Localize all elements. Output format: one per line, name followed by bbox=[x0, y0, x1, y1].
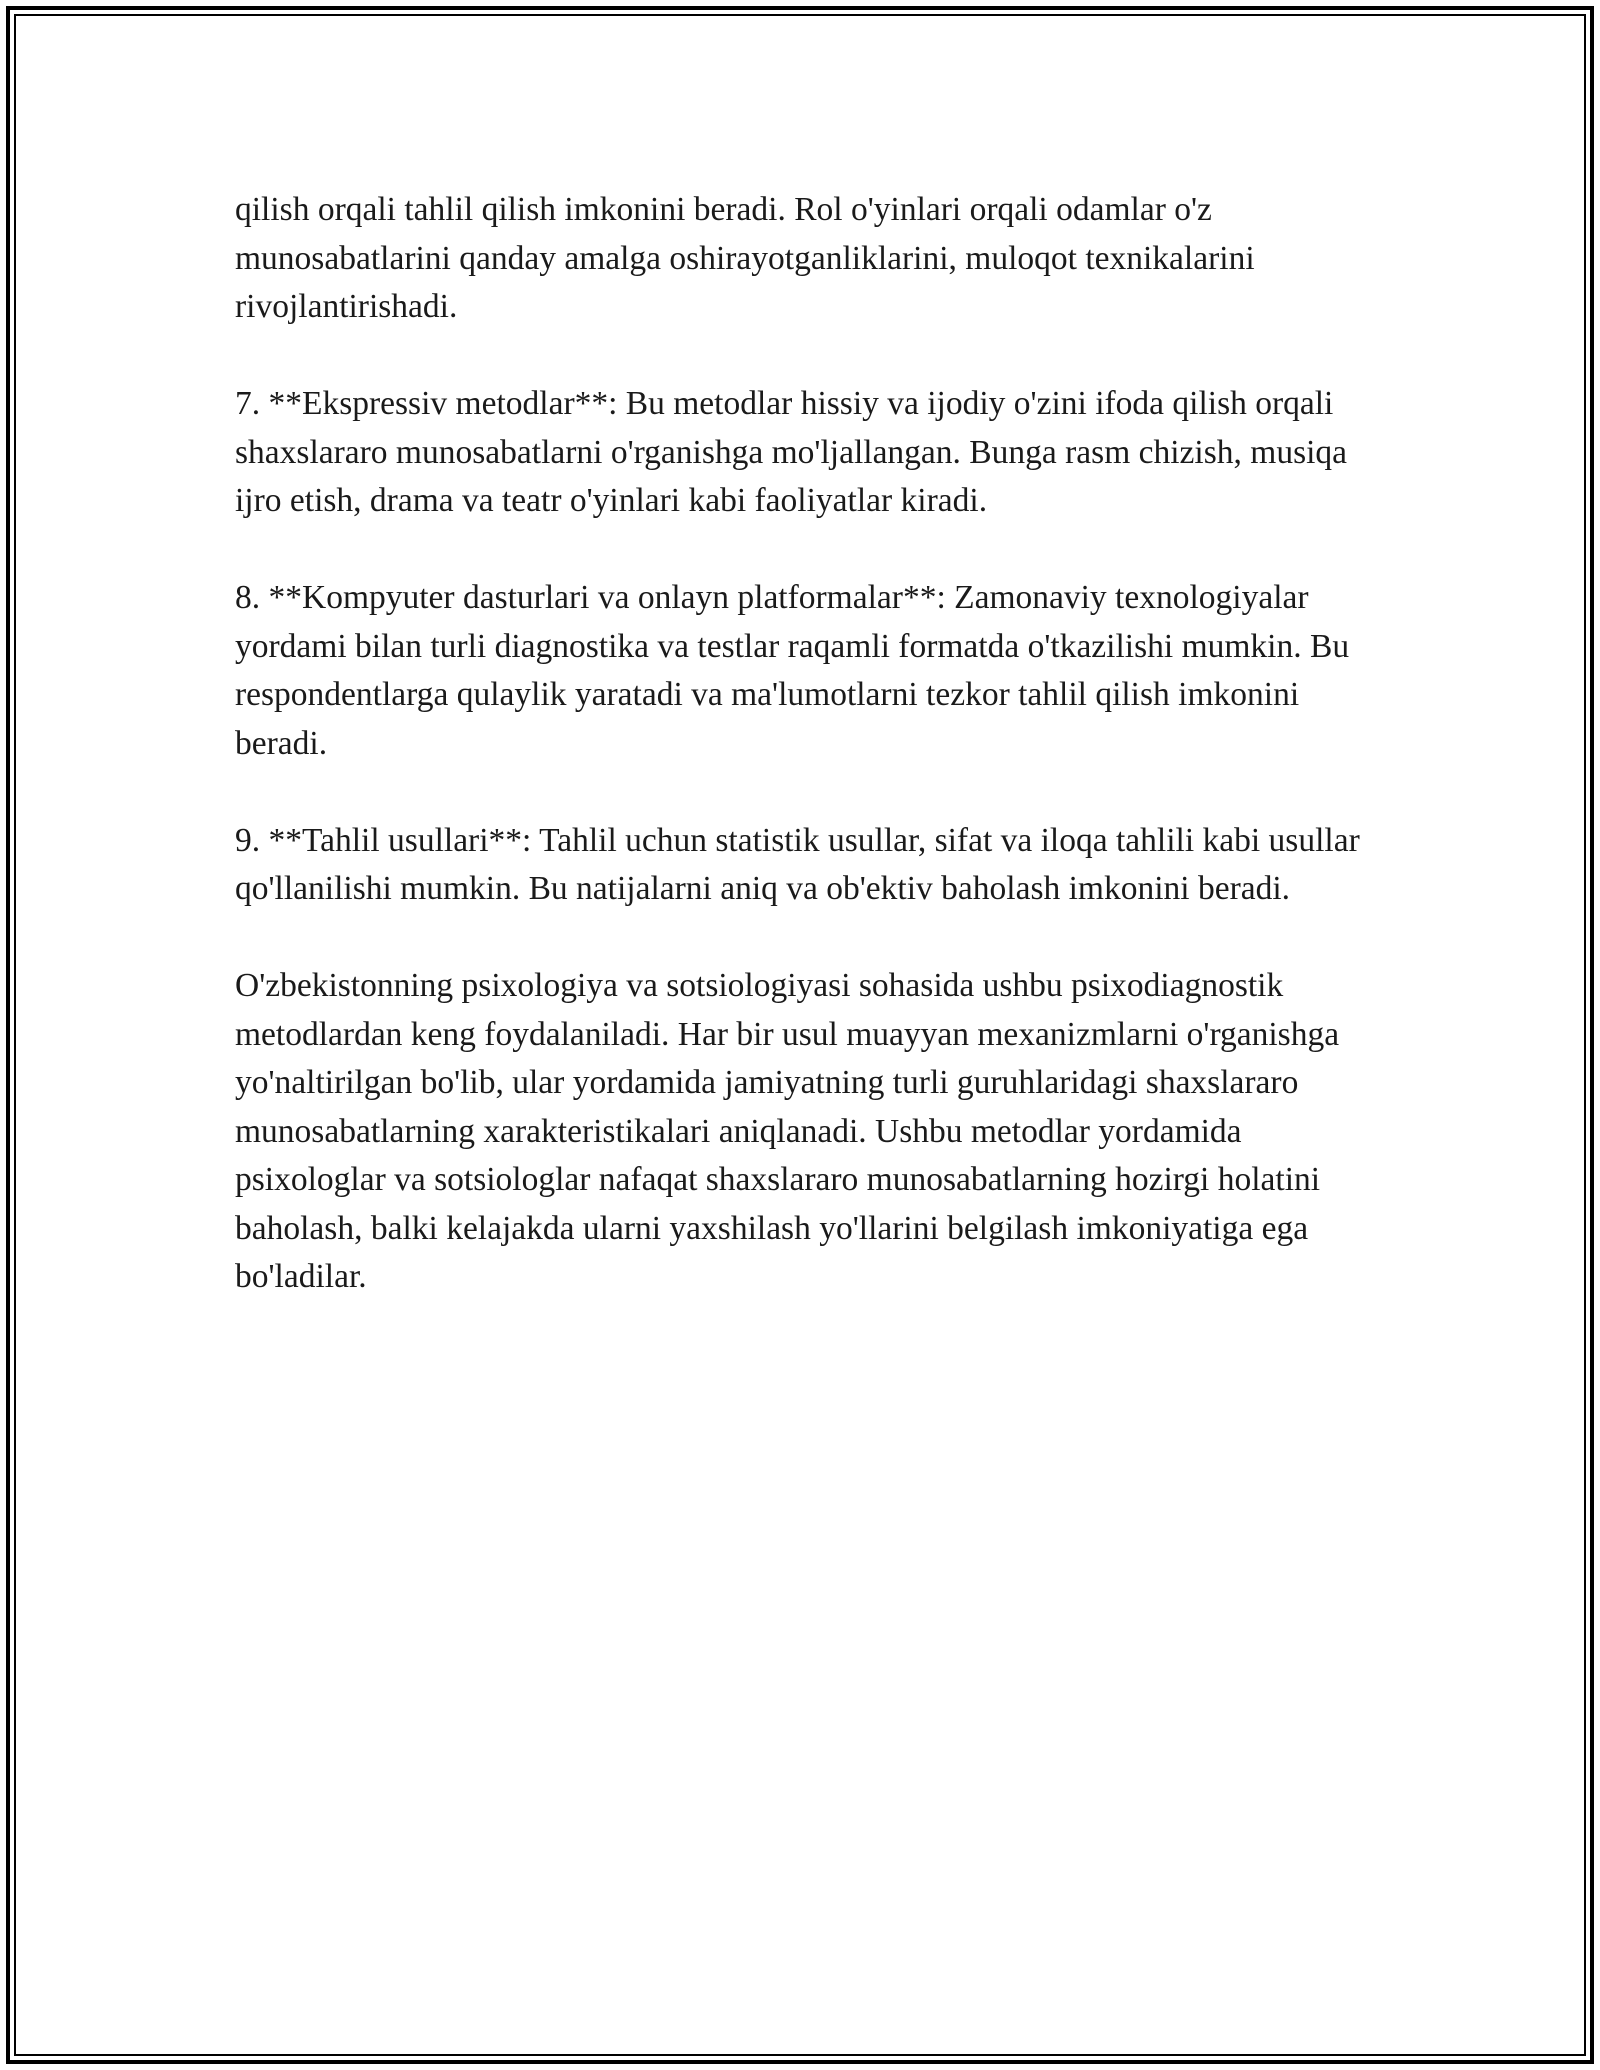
paragraph-item-8-computer-programs: 8. **Kompyuter dasturlari va onlayn platformalar**: Zamonaviy texnologiyalar yordami bilan turli diagnostika va testlar raqamli formatda o'tkazilishi mumkin. Bu respondentlarga qulaylik yaratadi va ma'lumotlarni tezkor tahlil qilish imkonini beradi. bbox=[235, 579, 1350, 762]
paragraph-role-play-continuation: qilish orqali tahlil qilish imkonini beradi. Rol o'yinlari orqali odamlar o'z munosabatlarini qanday amalga oshirayotganliklarini, muloqot texnikalarini rivojlantirishadi. bbox=[235, 191, 1255, 325]
paragraph-item-9-analysis-methods: 9. **Tahlil usullari**: Tahlil uchun statistik usullar, sifat va iloqa tahlili kabi usullar qo'llanilishi mumkin. Bu natijalarni aniq va ob'ektiv baholash imkonini beradi. bbox=[235, 821, 1360, 907]
paragraph-item-7-expressive-methods: 7. **Ekspressiv metodlar**: Bu metodlar hissiy va ijodiy o'zini ifoda qilish orqali shaxslararo munosabatlarni o'rganishga mo'ljallangan. Bunga rasm chizish, musiqa ijro etish, drama va teatr o'yinlari kabi faoliyatlar kiradi. bbox=[235, 385, 1348, 519]
paragraph-conclusion: O'zbekistonning psixologiya va sotsiologiyasi sohasida ushbu psixodiagnostik metodlardan keng foydalaniladi. Har bir usul muayyan mexanizmlarni o'rganishga yo'naltirilgan bo'lib, ular yordamida jamiyatning turli guruhlaridagi shaxslararo munosabatlarning xarakteristikalari aniqlanadi. Ushbu metodlar yordamida psixologlar va sotsiologlar nafaqat shaxslararo munosabatlarning hozirgi holatini baholash, balki kelajakda ularni yaxshilash yo'llarini belgilash imkoniyatiga ega bo'ladilar. bbox=[235, 967, 1340, 1295]
document-body bbox=[235, 186, 1370, 1302]
